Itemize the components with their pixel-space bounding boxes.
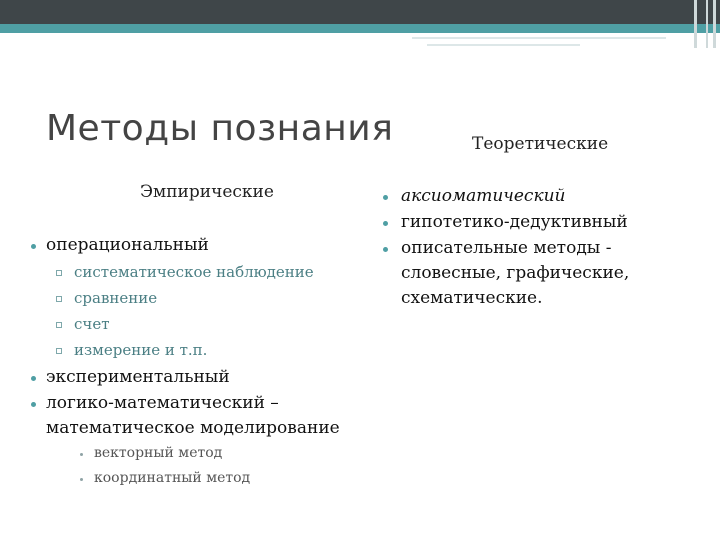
decor-line: [427, 44, 580, 46]
sub-sub-list-item: векторный метод: [94, 445, 223, 461]
decor-strip: [694, 0, 697, 48]
sub-list-item: счет: [74, 315, 110, 333]
top-bar: [0, 0, 720, 24]
decor-strip: [706, 0, 708, 48]
square-bullet-icon: [56, 270, 62, 276]
dot-bullet-icon: [80, 478, 83, 481]
sub-list-item: систематическое наблюдение: [74, 263, 314, 281]
empirical-heading: Эмпирические: [140, 182, 274, 202]
theoretical-heading: Теоретические: [472, 134, 609, 154]
square-bullet-icon: [56, 296, 62, 302]
bullet-icon: [383, 195, 388, 200]
list-item: описательные методы -: [401, 238, 612, 258]
decor-line: [412, 37, 666, 39]
list-item-continuation: словесные, графические,: [401, 263, 630, 283]
bullet-icon: [31, 402, 36, 407]
list-item: аксиоматический: [401, 186, 566, 206]
bullet-icon: [383, 221, 388, 226]
list-item: логико-математический –: [46, 393, 279, 413]
list-item: экспериментальный: [46, 367, 230, 387]
square-bullet-icon: [56, 348, 62, 354]
list-item: гипотетико-дедуктивный: [401, 212, 628, 232]
slide-title: Методы познания: [46, 108, 394, 149]
accent-bar: [0, 24, 720, 33]
dot-bullet-icon: [80, 453, 83, 456]
decor-strip: [713, 0, 716, 48]
bullet-icon: [31, 376, 36, 381]
list-item-continuation: схематические.: [401, 288, 543, 308]
sub-sub-list-item: координатный метод: [94, 470, 251, 486]
list-item-continuation: математическое моделирование: [46, 418, 340, 438]
sub-list-item: измерение и т.п.: [74, 341, 208, 359]
sub-list-item: сравнение: [74, 289, 158, 307]
bullet-icon: [383, 247, 388, 252]
bullet-icon: [31, 244, 36, 249]
square-bullet-icon: [56, 322, 62, 328]
list-item: операциональный: [46, 235, 209, 255]
